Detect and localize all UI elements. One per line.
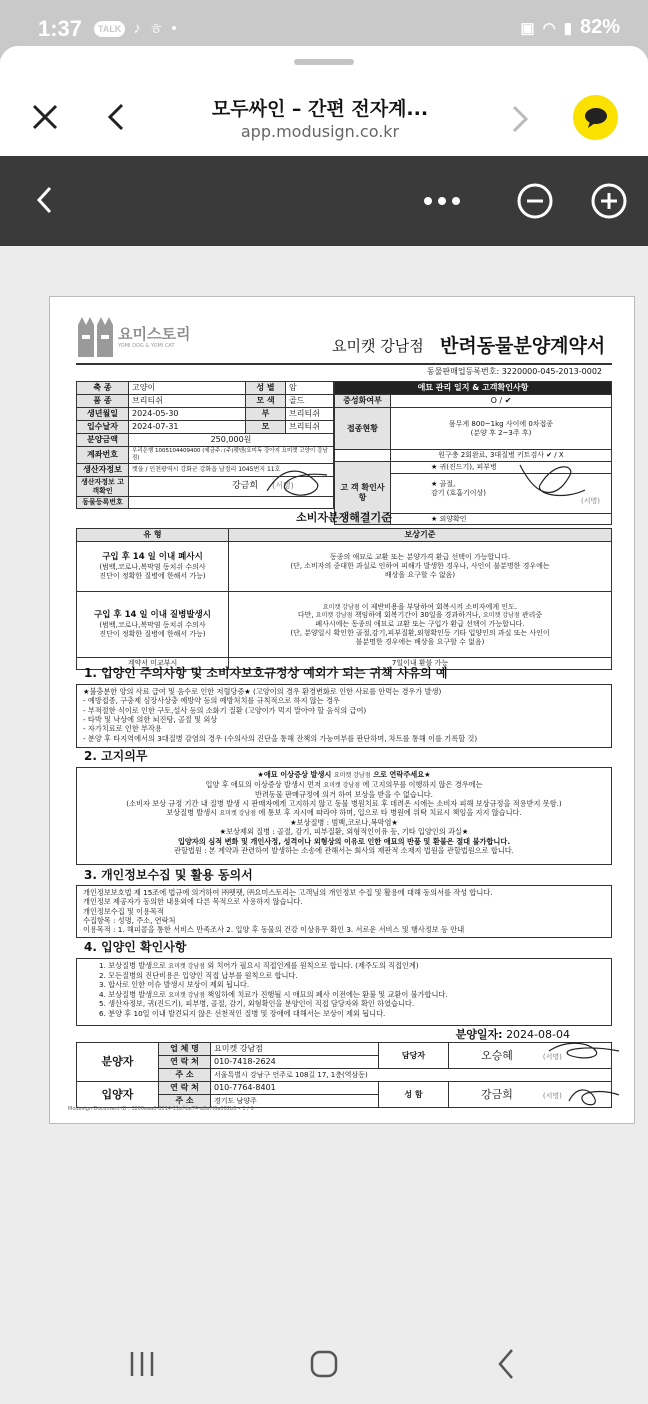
more-button[interactable] [422,186,462,219]
browser-header [0,46,648,156]
recents-icon [122,1344,162,1384]
wifi-icon: ◠ [542,19,556,37]
forward-button[interactable] [508,104,532,137]
section-1-title: 1. 입양인 주의사항 및 소비자보호규정상 예외가 되는 귀책 사유의 예 [84,666,448,680]
section-1-body: ★불충분한 양의 사료 급여 및 음수로 인한 저혈당증★ (고양이의 경우 환경변화로 인한 사료를 안먹는 경우가 발생) - 예방접종, 구충제 심장사상충 예방약 등의 예방처치를 규칙적으로 하지 않는 경우 - 부적절한 식이로 인한 구토,설사 등의 소화기 질환 (고양이가 먹지 말아야 할 음식의 급여) - 타박 및 낙상에 의한 뇌진탕, 골절 및 외상 - 자가치료로 인한 부작용 - 분양 후 타지역에서의 3대질병 감염의 경우 (수의사의 진단을 통해 잔책의 가능여부를 판단하며, 차트를 통해 이를 기록할 것) [76,684,612,748]
section-4-title: 4. 입양인 확인사항 [84,940,187,954]
zoom-in-button[interactable] [590,182,628,223]
more-dots-icon [422,186,462,216]
drag-handle[interactable] [294,59,354,65]
section-3-body: 개인정보보호법 제 15조에 법규에 의거하여 ㈜펫팻, ㈜요미스토리는 고객님의 개인정보 수집 및 활용에 대해 동의서를 작성 합니다. 개인정보 제공자가 동의한 내용외에 다른 목적으로 사용하지 않습니다. 개인정보수집 및 이용목적 수집항목 : 성명, 주소, 연락처 이용목적 : 1. 해피콜을 통한 서비스 만족조사 2. 입양 후 동물의 건강 이상유무 확인 3. 서로운 서비스 및 행사정보 등 안내 [76,885,612,938]
signal-icon: ▮ [563,19,572,37]
chat-bubble-icon [584,107,608,129]
logo [78,317,190,357]
status-time: 1:37 [38,16,83,41]
back-icon [486,1344,526,1384]
zoom-out-button[interactable] [516,182,554,223]
chevron-left-icon [104,102,128,132]
logo-sub: YOMI DOG & YOMI CAT [118,343,175,350]
chevron-left-icon [34,184,56,216]
section-2-body: ★애묘 이상증상 발생시 요미캣 강남점 으로 연락주세요★ 입양 후 애묘의 이상증상 발생시 먼저 요미캣 강남점 에 고지의무를 이행하지 않은 경우에는 반려동물 판매규정에 의거 하여 보상을 받을 수 없습니다. (소비자 보상 규정 기간 내 질병 발생 시 판매자에게 고지하지 않고 동물 병원치료 후 데려온 시에는 소비자 피해 보상규정을 적용받지 못함.) 보상질병 발생시 요미캣 강남점 에 통보 후 지시에 따라야 하며, 입으로 타 병원에 위탁 치료시 책임을 지지 않습니다. ★보상질병 : 범백,코로나,복막염★ ★보상제외 질병 : 골절, 감기, 피부질환, 외형적인이유 등, 기타 입양인의 과실★ 입양자의 심적 변화 및 개인사정, 성격이나 외형상의 이유로 인한 애묘의 반품 및 환불은 절대 불가합니다. 관할법원 : 본 계약과 관련하여 발생하는 소송에 관해서는 회사의 재판적 소재지 법원을 관할법원으로 합니다. [76,767,612,865]
registration-number: 동물판매업등록번호: 3220000-045-2013-0002 [426,367,602,376]
system-back-button[interactable] [486,1344,526,1384]
price-value: 250,000원 [129,434,334,447]
zoom-in-icon [590,182,628,220]
document-id: Modusign Document ID : 3200eaa0-8214-11ef-be74-a8a7f6a002b3 • 1 / 1 [68,1106,254,1112]
contract-title: 반려동물분양계약서 [440,335,606,357]
contract-page [49,296,635,1124]
back-button[interactable] [104,102,128,135]
section-4-body: 1. 보상질병 발생으로 요미캣 강남점 외 치어가 필요시 직접인계를 원칙으로 합니다. (제주도의 직접인계) 2. 모든질병의 진단비용은 입양인 직접 납부를 원칙으로 합니다. 3. 합사로 인한 이슈 발생시 보상이 제외 됩니다. 4. 보상질병 발생으로 요미캣 강남점 책임하에 치료가 진행될 시 애묘의 폐사 이전에는 환불 및 교환이 불가합니다. 5. 생산자정보, 귀(진드기), 피부병, 골절, 감기, 외형확인을 분양인이 직접 담당자와 확인 하였습니다. 6. 분양 후 10일 이내 발견되지 않은 선천적인 질병 및 장애에 대해서는 보상이 제외 됩니다. [76,958,612,1026]
recents-button[interactable] [122,1344,162,1384]
close-button[interactable] [30,102,60,135]
system-nav-bar [0,1320,648,1404]
yomistory-logo-icon [78,317,114,357]
battery-level: 82% [579,16,620,38]
section-3-title: 3. 개인정보수집 및 활용 동의서 [84,868,253,882]
home-button[interactable] [304,1344,344,1384]
branch-name: 요미캣 강남점 [332,337,424,355]
viewer-back-button[interactable] [34,184,56,219]
notification-icon: ㅎ [148,21,164,38]
signature-table: 분양자 업 체 명 요미캣 강남점 담당자 오승혜 (서명) 연 락 처 010-7418-2624 주 소 서울특별시 강남구 언주로 108길 17, 1층(역삼동) 입양자 연 락 처 010-7764-8401 성 함 강금희 (서명) 주 소 경기도 남양주 [76,1042,612,1108]
alarm-icon: ▣ [520,19,535,37]
viewer-toolbar [0,156,648,246]
contract-date: 분양일자: 2024-08-04 [455,1028,570,1041]
animal-info-table: 축 종 고양이 성 별 암 품 종 브리티쉬 모 색 골드 생년월일 2024-05-30 부 브리티쉬 입수날자 2024-07-31 모 브리티쉬 분양금액 250,000원 계좌번호 우리은행 1005104409400 (예금주: (주)펫텐(요미독 강아지 요미캣 고양이 강남점) 생산자정보 캣을 / 인천광역시 강화군 강화읍 남정리 1045번지 11호 생산자정보 고객확인 강금희 (서명) 동물등록번호 [76,381,334,509]
logo-name: 요미스토리 [118,324,191,343]
care-log-table: 애묘 관리 일지 & 고객확인사항 중성화여부 O / ✔ 접종현황 몸무게 800~1kg 사이에 0차접종 (분양 후 2~3주 후) 원구충 2회완료, 3대질병 키트검사 ✔ / X 고 객 확인사항 ★ 귀(진드기), 피부병 ★ 골절, 감기 (호흡기이상) (서명) ★ 외양확인 [334,381,612,525]
section-2-title: 2. 고지의무 [84,749,148,763]
kakaotalk-icon: TALK [94,21,125,37]
chevron-right-icon [508,104,532,134]
more-notifications-icon: • [171,20,177,37]
kakao-chat-button[interactable] [573,95,618,140]
document-viewer[interactable] [0,246,648,1320]
tiktok-icon: ♪ [133,20,141,37]
home-icon [304,1344,344,1384]
close-icon [30,102,60,132]
dispute-table: 유 형 보상기준 구입 후 14 일 이내 폐사시 (범백,코로나,복막염 동치쉬 수의사 진단이 정확한 질병에 한해서 가능) 동종의 애묘로 교환 또는 분양가격 환급 선택이 가능합니다. (단, 소비자의 중대한 과실로 인하여 피해가 발생한 경우나, 사인이 불분명한 경우에는 배상을 요구할 수 없음) 구입 후 14 일 이내 질병발생시 (범백,코로나,복막염 동치쉬 수의사 진단이 정확한 질병에 한해서 가능) 요미캣 강남점 이 제반비용을 부담하여 회복시켜 소비자에게 인도. 다만, 요미캣 강남점 책임하에 회복기간이 30일을 경과하거나, 요미캣 강남점 관리중 폐사시에는 동종의 애묘로 교환 또는 구입가 환급 선택이 가능합니다. (단, 분양일시 확인한 골절,감기,피부질환,외형확인등 기타 입양인의 과실 또는 사인이 불분명한 경우에는 배상을 요구할 수 없음) 계약서 미교부시 7일이내 환불 가능 [76,528,612,670]
page-title: 모두싸인 – 간편 전자계... [211,98,429,120]
zoom-out-icon [516,182,554,220]
url-host[interactable]: app.modusign.co.kr [240,122,400,141]
dispute-title: 소비자분쟁해결기준 [296,511,392,524]
